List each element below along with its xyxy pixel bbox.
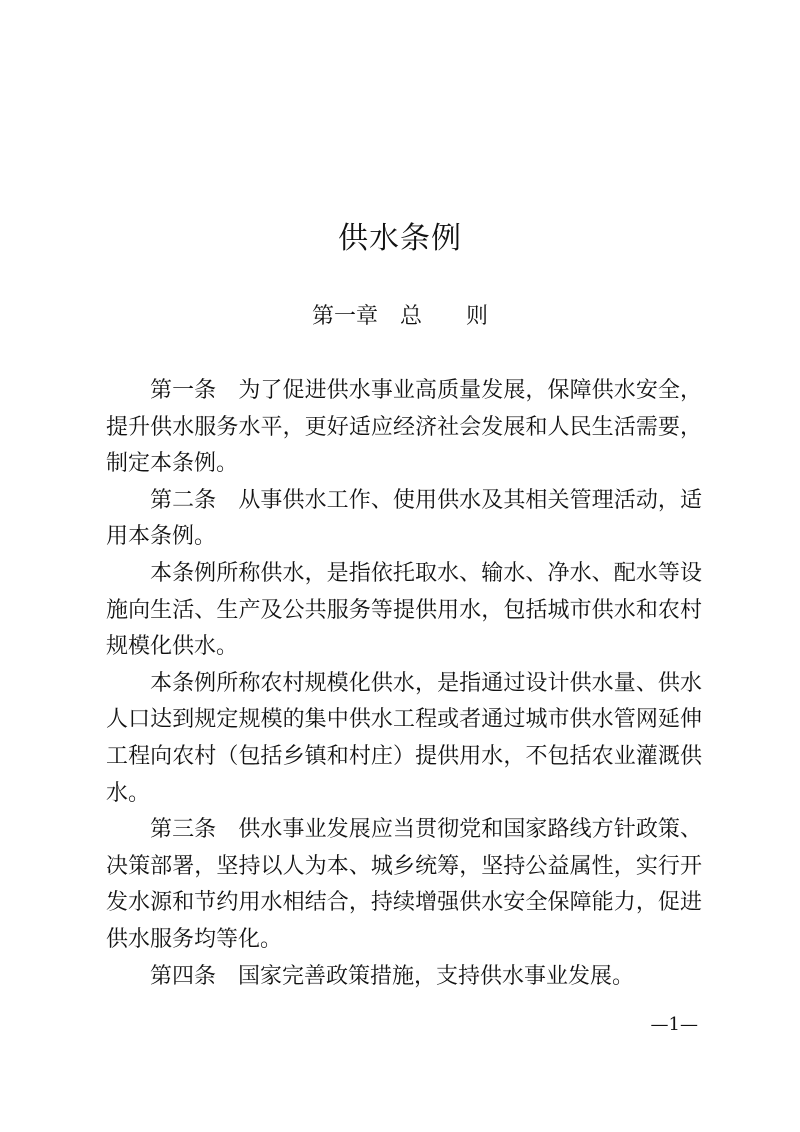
article-1-paragraph: 第一条 为了促进供水事业高质量发展，保障供水安全，提升供水服务水平，更好适应经济社会发展和人民生活需要，制定本条例。 (106, 378, 702, 477)
article-2-paragraph: 第二条 从事供水工作、使用供水及其相关管理活动，适用本条例。 (106, 487, 702, 550)
chapter-heading: 第一章 总 则 (311, 304, 488, 329)
article-2-definition-paragraph: 本条例所称供水，是指依托取水、输水、净水、配水等设施向生活、生产及公共服务等提供用水，包括城市供水和农村规模化供水。 (106, 560, 702, 660)
document-title: 供水条例 (338, 221, 462, 256)
document-body (106, 373, 702, 995)
page-number: —1— (650, 1014, 698, 1035)
article-4-paragraph: 第四条 国家完善政策措施，支持供水事业发展。 (150, 963, 635, 989)
article-3-paragraph: 第三条 供水事业发展应当贯彻党和国家路线方针政策、决策部署，坚持以人为本、城乡统筹，坚持公益属性，实行开发水源和节约用水相结合，持续增强供水安全保障能力，促进供水服务均等化。 (106, 817, 702, 952)
article-2-rural-definition-paragraph: 本条例所称农村规模化供水，是指通过设计供水量、供水人口达到规定规模的集中供水工程或者通过城市供水管网延伸工程向农村（包括乡镇和村庄）提供用水，不包括农业灌溉供水。 (106, 670, 702, 806)
